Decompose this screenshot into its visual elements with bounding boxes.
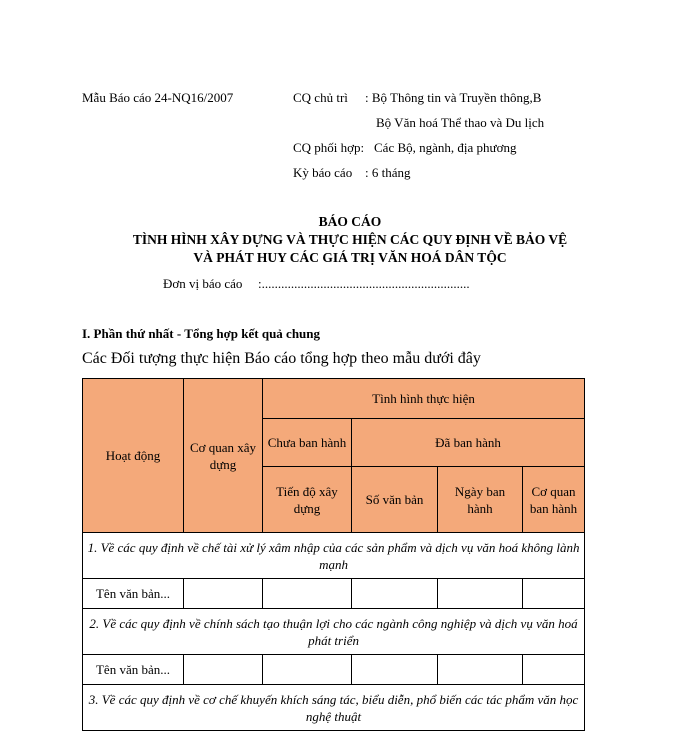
table-cell [263,579,352,609]
col-doc-number-header: Số văn bản [352,467,438,533]
col-status-header: Tình hình thực hiện [263,379,585,419]
doc-name-cell-1: Tên văn bản... [83,579,184,609]
reporting-unit-label: Đơn vị báo cáo [163,276,243,291]
col-not-issued-header: Chưa ban hành [263,419,352,467]
col-issuer-header: Cơ quan ban hành [523,467,585,533]
doc-name-cell-2: Tên văn bản... [83,655,184,685]
lead-agency-line1: : Bộ Thông tin và Truyền thông,B [365,90,542,105]
table-cell [184,655,263,685]
coordinating-value: Các Bộ, ngành, địa phương [374,140,517,155]
table-cell [523,655,585,685]
report-table [82,378,585,731]
reporting-unit-value: :................................................................ [258,276,470,291]
report-subtitle-line2: VÀ PHÁT HUY CÁC GIÁ TRỊ VĂN HOÁ DÂN TỘC [193,250,507,265]
category-row-1: 1. Về các quy định về chế tài xử lý xâm nhập của các sản phẩm và dịch vụ văn hoá không lành mạnh [83,533,585,579]
category-row-2: 2. Về các quy định về chính sách tạo thuận lợi cho các ngành công nghiệp và dịch vụ văn hoá phát triển [83,609,585,655]
table-cell [523,579,585,609]
report-title: BÁO CÁO [318,214,382,229]
lead-agency-label: CQ chủ trì [293,90,348,105]
table-cell [352,655,438,685]
form-code: Mẫu Báo cáo 24-NQ16/2007 [82,90,234,105]
period-value: : 6 tháng [365,165,411,180]
table-cell [438,579,523,609]
table-cell [263,655,352,685]
table-cell [352,579,438,609]
col-issued-header: Đã ban hành [352,419,585,467]
coordinating-label: CQ phối hợp: [293,140,365,155]
section-heading: I. Phần thứ nhất - Tổng hợp kết quả chung [82,326,321,341]
category-row-3: 3. Về các quy định về cơ chế khuyến khích sáng tác, biểu diễn, phổ biến các tác phẩm văn học nghệ thuật [83,685,585,731]
col-agency-header: Cơ quan xây dựng [184,379,263,533]
col-progress-header: Tiến độ xây dựng [263,467,352,533]
report-subtitle-line1: TÌNH HÌNH XÂY DỰNG VÀ THỰC HIỆN CÁC QUY ĐỊNH VỀ BẢO VỆ [132,232,568,247]
col-issue-date-header: Ngày ban hành [438,467,523,533]
table-cell [438,655,523,685]
col-activity-header: Hoạt động [83,379,184,533]
lead-agency-line2: Bộ Văn hoá Thể thao và Du lịch [376,115,545,130]
table-cell [184,579,263,609]
period-label: Kỳ báo cáo [293,165,353,180]
section-intro: Các Đối tượng thực hiện Báo cáo tổng hợp theo mẫu dưới đây [82,350,481,367]
